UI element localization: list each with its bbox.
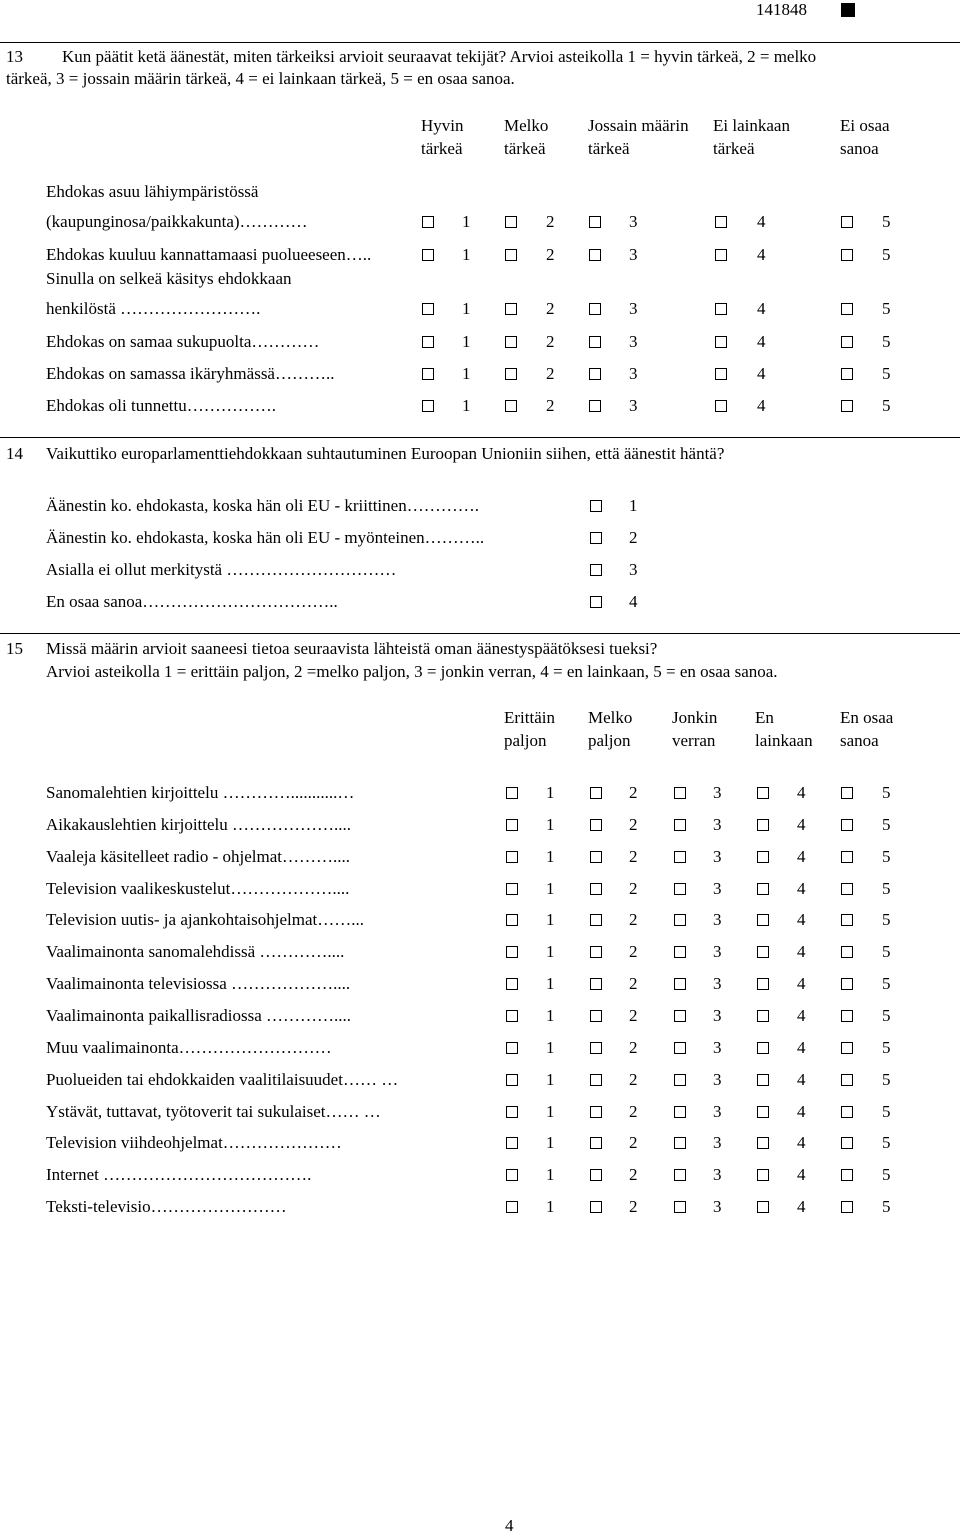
scale-value: 1	[546, 783, 555, 802]
scale-value: 4	[797, 1165, 806, 1185]
scale-value: 3	[713, 1069, 722, 1089]
checkbox[interactable]	[589, 216, 601, 228]
divider	[0, 437, 960, 438]
scale-value: 3	[629, 364, 638, 383]
scale-value: 1	[546, 1037, 555, 1057]
row-label-prefix: Sinulla on selkeä käsitys ehdokkaan	[46, 269, 292, 288]
checkbox[interactable]	[506, 1106, 518, 1118]
column-header-line: tärkeä	[421, 139, 463, 158]
checkbox[interactable]	[506, 851, 518, 863]
row-label-prefix: Ehdokas asuu lähiympäristössä	[46, 182, 259, 201]
checkbox[interactable]	[506, 883, 518, 895]
checkbox[interactable]	[674, 1169, 686, 1181]
checkbox[interactable]	[841, 336, 853, 348]
scale-value: 5	[882, 1197, 891, 1217]
scale-value: 4	[757, 212, 766, 231]
question-number: 15	[6, 639, 23, 658]
scale-value: 4	[797, 974, 806, 994]
checkbox[interactable]	[674, 787, 686, 799]
divider	[0, 42, 960, 43]
row-label: Aikakauslehtien kirjoittelu ………………....	[46, 814, 352, 834]
row-label: Vaalimainonta sanomalehdissä …………....	[46, 942, 345, 962]
row-label: Sanomalehtien kirjoittelu …………...........…	[46, 783, 355, 802]
checkbox[interactable]	[841, 787, 853, 799]
checkbox[interactable]	[841, 368, 853, 380]
scale-value: 2	[629, 1165, 638, 1185]
checkbox[interactable]	[841, 303, 853, 315]
option-code: 1	[629, 496, 638, 515]
column-header-line: En osaa	[840, 708, 894, 727]
scale-value: 4	[797, 814, 806, 834]
scale-value: 3	[713, 1101, 722, 1121]
scale-value: 2	[629, 974, 638, 994]
checkbox[interactable]	[841, 1042, 853, 1054]
scale-value: 4	[757, 245, 766, 264]
scale-value: 2	[629, 1133, 638, 1153]
scale-value: 1	[462, 332, 471, 351]
scale-value: 3	[713, 910, 722, 930]
scale-value: 2	[546, 212, 555, 231]
checkbox[interactable]	[757, 883, 769, 895]
option-label: En osaa sanoa……………………………..	[46, 592, 338, 611]
checkbox[interactable]	[590, 851, 602, 863]
scale-value: 5	[882, 1037, 891, 1057]
column-header	[588, 706, 632, 752]
checkbox[interactable]	[590, 1137, 602, 1149]
checkbox[interactable]	[841, 400, 853, 412]
scale-value: 3	[713, 1005, 722, 1025]
column-header-line: Ei osaa	[840, 116, 890, 135]
scale-value: 3	[629, 245, 638, 264]
checkbox[interactable]	[674, 1010, 686, 1022]
row-label: Ehdokas on samaa sukupuolta…………	[46, 332, 320, 351]
question-text: tärkeä, 3 = jossain määrin tärkeä, 4 = ei lainkaan tärkeä, 5 = en osaa sanoa.	[6, 69, 515, 88]
checkbox[interactable]	[757, 1074, 769, 1086]
scale-value: 2	[629, 814, 638, 834]
row-label: Teksti-televisio……………………	[46, 1197, 287, 1217]
checkbox[interactable]	[590, 883, 602, 895]
column-header-line: tärkeä	[713, 139, 755, 158]
checkbox[interactable]	[715, 336, 727, 348]
checkbox[interactable]	[590, 564, 602, 576]
checkbox[interactable]	[757, 1042, 769, 1054]
scale-value: 3	[713, 1037, 722, 1057]
row-label: (kaupunginosa/paikkakunta)…………	[46, 212, 308, 231]
checkbox[interactable]	[505, 216, 517, 228]
checkbox[interactable]	[674, 1042, 686, 1054]
column-header-line: verran	[672, 731, 716, 750]
page-number: 4	[505, 1516, 514, 1535]
row-label: Television vaalikeskustelut………………....	[46, 878, 350, 898]
column-header-line: Jonkin	[672, 708, 718, 727]
checkbox[interactable]	[590, 978, 602, 990]
scale-value: 4	[757, 332, 766, 351]
row-label: Puolueiden tai ehdokkaiden vaalitilaisuudet…… …	[46, 1069, 399, 1089]
scale-value: 2	[629, 1069, 638, 1089]
column-header-line: paljon	[504, 731, 547, 750]
checkbox[interactable]	[590, 596, 602, 608]
scale-value: 4	[797, 910, 806, 930]
scale-value: 4	[797, 1197, 806, 1217]
column-header-line: Melko	[504, 116, 549, 135]
checkbox[interactable]	[841, 851, 853, 863]
scale-value: 2	[629, 1197, 638, 1217]
row-label: Ystävät, tuttavat, työtoverit tai sukulaiset…… …	[46, 1101, 381, 1121]
checkbox[interactable]	[757, 1106, 769, 1118]
scale-value: 4	[797, 1101, 806, 1121]
scale-value: 3	[629, 299, 638, 318]
column-header-line: Ei lainkaan	[713, 116, 790, 135]
checkbox[interactable]	[841, 1106, 853, 1118]
checkbox[interactable]	[422, 336, 434, 348]
checkbox[interactable]	[674, 819, 686, 831]
checkbox[interactable]	[757, 851, 769, 863]
option-code: 2	[629, 528, 638, 547]
checkbox[interactable]	[589, 400, 601, 412]
checkbox[interactable]	[589, 249, 601, 261]
row-label: Television uutis- ja ajankohtaisohjelmat……...	[46, 910, 364, 930]
scale-value: 1	[546, 1069, 555, 1089]
option-code: 3	[629, 560, 638, 579]
checkbox[interactable]	[422, 249, 434, 261]
checkbox[interactable]	[841, 249, 853, 261]
column-header-line: sanoa	[840, 139, 879, 158]
column-header	[840, 114, 890, 160]
scale-value: 4	[757, 299, 766, 318]
scale-value: 2	[629, 846, 638, 866]
row-label: Internet ……………………………….	[46, 1165, 312, 1185]
checkbox[interactable]	[506, 1169, 518, 1181]
scale-value: 1	[546, 814, 555, 834]
scale-value: 5	[882, 974, 891, 994]
checkbox[interactable]	[715, 368, 727, 380]
divider	[0, 633, 960, 634]
checkbox[interactable]	[841, 946, 853, 958]
checkbox[interactable]	[757, 787, 769, 799]
checkbox[interactable]	[506, 1042, 518, 1054]
column-header	[588, 114, 689, 160]
scale-value: 5	[882, 783, 891, 802]
checkbox[interactable]	[757, 1010, 769, 1022]
scale-value: 5	[882, 396, 891, 415]
row-label: Ehdokas on samassa ikäryhmässä………..	[46, 364, 335, 383]
scale-value: 1	[462, 299, 471, 318]
checkbox[interactable]	[422, 400, 434, 412]
scale-value: 4	[797, 1069, 806, 1089]
column-header-line: Jossain määrin	[588, 116, 689, 135]
scale-value: 3	[713, 974, 722, 994]
scale-value: 4	[757, 396, 766, 415]
column-header-line: paljon	[588, 731, 631, 750]
document-id: 141848	[756, 0, 807, 19]
scale-value: 1	[546, 974, 555, 994]
column-header	[755, 706, 813, 752]
option-label: Äänestin ko. ehdokasta, koska hän oli EU - myönteinen………..	[46, 528, 485, 547]
scale-value: 3	[713, 846, 722, 866]
checkbox[interactable]	[506, 914, 518, 926]
column-header-line: Erittäin	[504, 708, 555, 727]
checkbox[interactable]	[674, 1137, 686, 1149]
checkbox[interactable]	[757, 1201, 769, 1213]
scale-value: 3	[713, 814, 722, 834]
scale-value: 1	[546, 846, 555, 866]
checkbox[interactable]	[715, 303, 727, 315]
checkbox[interactable]	[841, 914, 853, 926]
checkbox[interactable]	[590, 946, 602, 958]
column-header	[672, 706, 717, 752]
scale-value: 4	[757, 364, 766, 383]
checkbox[interactable]	[757, 946, 769, 958]
row-label: Vaalimainonta paikallisradiossa …………....	[46, 1005, 351, 1025]
question-number: 14	[6, 444, 23, 463]
checkbox[interactable]	[590, 1106, 602, 1118]
column-header	[504, 706, 555, 752]
checkbox[interactable]	[841, 1010, 853, 1022]
checkbox[interactable]	[757, 914, 769, 926]
question-text: Vaikuttiko europarlamenttiehdokkaan suhtautuminen Euroopan Unioniin siihen, että äänestit häntä?	[46, 444, 725, 463]
scale-value: 1	[546, 1197, 555, 1217]
checkbox[interactable]	[505, 400, 517, 412]
column-header-line: sanoa	[840, 731, 879, 750]
checkbox[interactable]	[589, 368, 601, 380]
checkbox[interactable]	[590, 1010, 602, 1022]
checkbox[interactable]	[674, 914, 686, 926]
scale-value: 2	[629, 910, 638, 930]
checkbox[interactable]	[506, 946, 518, 958]
checkbox[interactable]	[841, 1201, 853, 1213]
checkbox[interactable]	[506, 1137, 518, 1149]
checkbox[interactable]	[715, 400, 727, 412]
checkbox[interactable]	[422, 303, 434, 315]
row-label: Vaaleja käsitelleet radio - ohjelmat………....	[46, 846, 351, 866]
checkbox[interactable]	[757, 1137, 769, 1149]
checkbox[interactable]	[715, 216, 727, 228]
scale-value: 4	[797, 846, 806, 866]
scale-value: 3	[629, 212, 638, 231]
checkbox[interactable]	[674, 1074, 686, 1086]
scale-value: 1	[546, 1101, 555, 1121]
scale-value: 3	[629, 396, 638, 415]
question-number: 13	[6, 47, 23, 66]
checkbox[interactable]	[506, 819, 518, 831]
scale-value: 1	[546, 1133, 555, 1153]
checkbox[interactable]	[715, 249, 727, 261]
scale-value: 2	[546, 396, 555, 415]
row-label: Ehdokas kuuluu kannattamaasi puolueeseen…..	[46, 245, 372, 264]
checkbox[interactable]	[505, 336, 517, 348]
row-label: Muu vaalimainonta………………………	[46, 1037, 332, 1057]
checkbox[interactable]	[590, 1201, 602, 1213]
checkbox[interactable]	[757, 819, 769, 831]
checkbox[interactable]	[841, 819, 853, 831]
scale-value: 5	[882, 1101, 891, 1121]
column-header	[713, 114, 790, 160]
column-header-line: Hyvin	[421, 116, 464, 135]
column-header-line: lainkaan	[755, 731, 813, 750]
checkbox[interactable]	[589, 336, 601, 348]
question-text: Arvioi asteikolla 1 = erittäin paljon, 2 =melko paljon, 3 = jonkin verran, 4 = en lainkaan, 5 = en osaa sanoa.	[46, 662, 778, 681]
scale-value: 5	[882, 364, 891, 383]
checkbox[interactable]	[841, 216, 853, 228]
scale-value: 2	[629, 878, 638, 898]
scale-value: 2	[629, 942, 638, 962]
scale-value: 5	[882, 212, 891, 231]
checkbox[interactable]	[674, 1201, 686, 1213]
scale-value: 3	[713, 878, 722, 898]
checkbox[interactable]	[590, 532, 602, 544]
row-label: Television viihdeohjelmat…………………	[46, 1133, 342, 1153]
checkbox[interactable]	[841, 1169, 853, 1181]
scale-value: 1	[462, 364, 471, 383]
scale-value: 2	[629, 783, 638, 802]
scale-value: 2	[629, 1037, 638, 1057]
scale-value: 3	[713, 1165, 722, 1185]
checkbox[interactable]	[590, 1074, 602, 1086]
scale-value: 5	[882, 942, 891, 962]
column-header	[840, 706, 893, 752]
scale-value: 5	[882, 1165, 891, 1185]
row-label: henkilöstä …………………….	[46, 299, 261, 318]
checkbox[interactable]	[505, 249, 517, 261]
column-header-line: En	[755, 708, 774, 727]
checkbox[interactable]	[757, 978, 769, 990]
scale-value: 1	[546, 942, 555, 962]
scale-value: 1	[462, 245, 471, 264]
checkbox[interactable]	[505, 303, 517, 315]
scale-value: 1	[546, 910, 555, 930]
scale-value: 3	[713, 942, 722, 962]
checkbox[interactable]	[590, 500, 602, 512]
scale-value: 5	[882, 1133, 891, 1153]
scale-value: 2	[546, 364, 555, 383]
scale-value: 1	[462, 212, 471, 231]
checkbox[interactable]	[506, 1074, 518, 1086]
scale-value: 3	[713, 1133, 722, 1153]
question-text: Kun päätit ketä äänestät, miten tärkeiksi arvioit seuraavat tekijät? Arvioi asteikolla 1 = hyvin tärkeä, 2 = melko	[62, 47, 817, 66]
checkbox[interactable]	[674, 883, 686, 895]
checkbox[interactable]	[674, 1106, 686, 1118]
scale-value: 2	[546, 299, 555, 318]
scale-value: 2	[629, 1101, 638, 1121]
scale-value: 1	[546, 1005, 555, 1025]
checkbox[interactable]	[590, 1042, 602, 1054]
scale-value: 5	[882, 846, 891, 866]
scale-value: 3	[713, 1197, 722, 1217]
checkbox[interactable]	[757, 1169, 769, 1181]
scale-value: 1	[462, 396, 471, 415]
checkbox[interactable]	[422, 368, 434, 380]
scale-value: 5	[882, 814, 891, 834]
column-header	[504, 114, 548, 160]
scale-value: 3	[629, 332, 638, 351]
scale-value: 2	[629, 1005, 638, 1025]
question-text: Missä määrin arvioit saaneesi tietoa seuraavista lähteistä oman äänestyspäätöksesi tueksi?	[46, 639, 658, 658]
scale-value: 5	[882, 245, 891, 264]
checkbox[interactable]	[674, 978, 686, 990]
checkbox[interactable]	[841, 978, 853, 990]
row-label: Ehdokas oli tunnettu…………….	[46, 396, 276, 415]
checkbox[interactable]	[590, 787, 602, 799]
registration-mark	[841, 3, 855, 17]
checkbox[interactable]	[506, 1010, 518, 1022]
option-label: Asialla ei ollut merkitystä …………………………	[46, 560, 397, 579]
checkbox[interactable]	[841, 1074, 853, 1086]
checkbox[interactable]	[590, 819, 602, 831]
column-header-line: tärkeä	[588, 139, 630, 158]
scale-value: 4	[797, 942, 806, 962]
checkbox[interactable]	[589, 303, 601, 315]
scale-value: 5	[882, 332, 891, 351]
scale-value: 4	[797, 878, 806, 898]
scale-value: 2	[546, 245, 555, 264]
checkbox[interactable]	[841, 1137, 853, 1149]
checkbox[interactable]	[674, 946, 686, 958]
scale-value: 5	[882, 910, 891, 930]
column-header	[421, 114, 464, 160]
scale-value: 4	[797, 783, 806, 802]
checkbox[interactable]	[506, 1201, 518, 1213]
checkbox[interactable]	[506, 978, 518, 990]
scale-value: 2	[546, 332, 555, 351]
checkbox[interactable]	[422, 216, 434, 228]
scale-value: 5	[882, 1069, 891, 1089]
scale-value: 4	[797, 1005, 806, 1025]
scale-value: 1	[546, 1165, 555, 1185]
column-header-line: tärkeä	[504, 139, 546, 158]
row-label: Vaalimainonta televisiossa ………………....	[46, 974, 351, 994]
column-header-line: Melko	[588, 708, 633, 727]
scale-value: 3	[713, 783, 722, 802]
checkbox[interactable]	[505, 368, 517, 380]
scale-value: 1	[546, 878, 555, 898]
scale-value: 5	[882, 1005, 891, 1025]
checkbox[interactable]	[590, 1169, 602, 1181]
scale-value: 5	[882, 299, 891, 318]
option-code: 4	[629, 592, 638, 611]
option-label: Äänestin ko. ehdokasta, koska hän oli EU - kriittinen………….	[46, 496, 479, 515]
scale-value: 4	[797, 1037, 806, 1057]
scale-value: 4	[797, 1133, 806, 1153]
checkbox[interactable]	[506, 787, 518, 799]
checkbox[interactable]	[590, 914, 602, 926]
checkbox[interactable]	[674, 851, 686, 863]
scale-value: 5	[882, 878, 891, 898]
checkbox[interactable]	[841, 883, 853, 895]
